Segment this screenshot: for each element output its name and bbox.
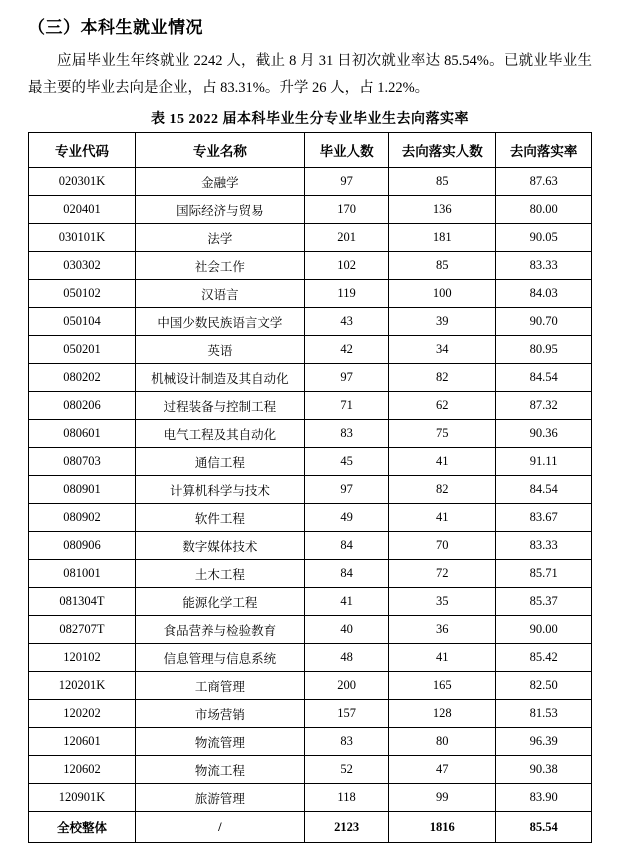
cell-graduates: 83 <box>304 420 388 448</box>
cell-major-name: 过程装备与控制工程 <box>135 392 304 420</box>
cell-major-code: 080906 <box>29 532 136 560</box>
cell-major-code: 050201 <box>29 336 136 364</box>
cell-graduates: 102 <box>304 252 388 280</box>
cell-major-code: 081001 <box>29 560 136 588</box>
cell-placed-count: 82 <box>389 364 496 392</box>
cell-placed-count: 72 <box>389 560 496 588</box>
cell-placement-rate: 80.95 <box>496 336 592 364</box>
cell-major-name: 通信工程 <box>135 448 304 476</box>
cell-major-name: 金融学 <box>135 168 304 196</box>
cell-graduates: 41 <box>304 588 388 616</box>
cell-major-code: 020301K <box>29 168 136 196</box>
cell-major-name: 物流工程 <box>135 756 304 784</box>
cell-graduates: 97 <box>304 364 388 392</box>
table-row <box>29 616 592 644</box>
cell-major-code: 030101K <box>29 224 136 252</box>
table-row <box>29 336 592 364</box>
cell-placed-count: 62 <box>389 392 496 420</box>
table-row <box>29 672 592 700</box>
table-row <box>29 364 592 392</box>
cell-placement-rate: 85.71 <box>496 560 592 588</box>
cell-placement-rate: 87.63 <box>496 168 592 196</box>
table-row <box>29 700 592 728</box>
cell-graduates: 170 <box>304 196 388 224</box>
table-caption: 表 15 2022 届本科毕业生分专业毕业生去向落实率 <box>151 112 469 128</box>
column-header-placement-rate: 去向落实率 <box>496 133 592 168</box>
cell-major-code: 080601 <box>29 420 136 448</box>
cell-major-name: 信息管理与信息系统 <box>135 644 304 672</box>
table-header <box>29 133 592 168</box>
cell-placement-rate: 83.67 <box>496 504 592 532</box>
cell-placement-rate: 84.54 <box>496 476 592 504</box>
cell-total-graduates: 2123 <box>304 812 388 843</box>
cell-placed-count: 100 <box>389 280 496 308</box>
table-row <box>29 728 592 756</box>
page-title: （三）本科生就业情况 <box>28 18 203 37</box>
cell-placed-count: 35 <box>389 588 496 616</box>
cell-placement-rate: 90.00 <box>496 616 592 644</box>
table-row <box>29 532 592 560</box>
cell-graduates: 118 <box>304 784 388 812</box>
cell-major-name: 法学 <box>135 224 304 252</box>
cell-major-name: 数字媒体技术 <box>135 532 304 560</box>
table-row <box>29 280 592 308</box>
cell-major-name: 能源化学工程 <box>135 588 304 616</box>
table-row <box>29 252 592 280</box>
cell-total-major-name: / <box>135 812 304 843</box>
cell-major-name: 国际经济与贸易 <box>135 196 304 224</box>
cell-graduates: 71 <box>304 392 388 420</box>
cell-placement-rate: 91.11 <box>496 448 592 476</box>
cell-graduates: 40 <box>304 616 388 644</box>
cell-total-placement-rate: 85.54 <box>496 812 592 843</box>
cell-graduates: 52 <box>304 756 388 784</box>
cell-graduates: 119 <box>304 280 388 308</box>
column-header-placed-count: 去向落实人数 <box>389 133 496 168</box>
cell-major-code: 120201K <box>29 672 136 700</box>
cell-total-label: 全校整体 <box>29 812 136 843</box>
cell-graduates: 84 <box>304 532 388 560</box>
table-row <box>29 756 592 784</box>
cell-major-name: 食品营养与检验教育 <box>135 616 304 644</box>
cell-major-code: 120102 <box>29 644 136 672</box>
cell-placed-count: 75 <box>389 420 496 448</box>
cell-placed-count: 41 <box>389 504 496 532</box>
cell-placement-rate: 84.03 <box>496 280 592 308</box>
cell-placement-rate: 96.39 <box>496 728 592 756</box>
cell-major-code: 120202 <box>29 700 136 728</box>
cell-placed-count: 128 <box>389 700 496 728</box>
table-body <box>29 168 592 843</box>
cell-placed-count: 47 <box>389 756 496 784</box>
cell-major-name: 汉语言 <box>135 280 304 308</box>
cell-placement-rate: 81.53 <box>496 700 592 728</box>
table-header-row <box>29 133 592 168</box>
cell-major-code: 080902 <box>29 504 136 532</box>
intro-paragraph: 应届毕业生年终就业 2242 人，截止 8 月 31 日初次就业率达 85.54%。已就业毕业生最主要的毕业去向是企业，占 83.31%。升学 26 人，占 1.22%。 <box>28 53 592 97</box>
cell-placement-rate: 87.32 <box>496 392 592 420</box>
cell-major-code: 120602 <box>29 756 136 784</box>
cell-major-name: 机械设计制造及其自动化 <box>135 364 304 392</box>
column-header-graduates: 毕业人数 <box>304 133 388 168</box>
cell-major-name: 市场营销 <box>135 700 304 728</box>
table-total-row <box>29 812 592 843</box>
cell-major-name: 社会工作 <box>135 252 304 280</box>
cell-graduates: 200 <box>304 672 388 700</box>
cell-graduates: 97 <box>304 168 388 196</box>
cell-placed-count: 41 <box>389 448 496 476</box>
table-row <box>29 420 592 448</box>
cell-graduates: 48 <box>304 644 388 672</box>
column-header-major-code: 专业代码 <box>29 133 136 168</box>
cell-major-name: 软件工程 <box>135 504 304 532</box>
cell-placement-rate: 85.37 <box>496 588 592 616</box>
cell-placement-rate: 90.05 <box>496 224 592 252</box>
cell-major-code: 080901 <box>29 476 136 504</box>
cell-graduates: 97 <box>304 476 388 504</box>
cell-placed-count: 70 <box>389 532 496 560</box>
table-row <box>29 560 592 588</box>
table-row <box>29 224 592 252</box>
cell-major-code: 120901K <box>29 784 136 812</box>
cell-graduates: 201 <box>304 224 388 252</box>
table-row <box>29 504 592 532</box>
cell-placed-count: 99 <box>389 784 496 812</box>
cell-placed-count: 34 <box>389 336 496 364</box>
cell-major-name: 土木工程 <box>135 560 304 588</box>
cell-major-name: 计算机科学与技术 <box>135 476 304 504</box>
cell-graduates: 83 <box>304 728 388 756</box>
cell-graduates: 84 <box>304 560 388 588</box>
cell-placed-count: 181 <box>389 224 496 252</box>
cell-placed-count: 41 <box>389 644 496 672</box>
cell-major-code: 050102 <box>29 280 136 308</box>
cell-total-placed-count: 1816 <box>389 812 496 843</box>
table-row <box>29 392 592 420</box>
cell-graduates: 157 <box>304 700 388 728</box>
cell-major-name: 物流管理 <box>135 728 304 756</box>
cell-placement-rate: 90.70 <box>496 308 592 336</box>
cell-major-name: 中国少数民族语言文学 <box>135 308 304 336</box>
cell-major-code: 080206 <box>29 392 136 420</box>
cell-major-name: 电气工程及其自动化 <box>135 420 304 448</box>
cell-graduates: 49 <box>304 504 388 532</box>
cell-placed-count: 85 <box>389 168 496 196</box>
cell-placement-rate: 83.33 <box>496 252 592 280</box>
cell-major-code: 050104 <box>29 308 136 336</box>
cell-placed-count: 82 <box>389 476 496 504</box>
table-row <box>29 308 592 336</box>
cell-major-name: 旅游管理 <box>135 784 304 812</box>
cell-placed-count: 39 <box>389 308 496 336</box>
cell-major-code: 081304T <box>29 588 136 616</box>
cell-placed-count: 80 <box>389 728 496 756</box>
cell-major-code: 082707T <box>29 616 136 644</box>
cell-placement-rate: 90.38 <box>496 756 592 784</box>
cell-placed-count: 136 <box>389 196 496 224</box>
cell-graduates: 43 <box>304 308 388 336</box>
cell-placement-rate: 85.42 <box>496 644 592 672</box>
table-row <box>29 784 592 812</box>
cell-placed-count: 36 <box>389 616 496 644</box>
column-header-major-name: 专业名称 <box>135 133 304 168</box>
table-row <box>29 196 592 224</box>
cell-major-code: 020401 <box>29 196 136 224</box>
cell-major-name: 英语 <box>135 336 304 364</box>
cell-placement-rate: 80.00 <box>496 196 592 224</box>
cell-major-name: 工商管理 <box>135 672 304 700</box>
cell-placement-rate: 83.90 <box>496 784 592 812</box>
cell-placed-count: 85 <box>389 252 496 280</box>
cell-major-code: 030302 <box>29 252 136 280</box>
cell-graduates: 45 <box>304 448 388 476</box>
table-row <box>29 476 592 504</box>
table-row <box>29 588 592 616</box>
cell-placement-rate: 82.50 <box>496 672 592 700</box>
cell-graduates: 42 <box>304 336 388 364</box>
table-row <box>29 448 592 476</box>
table-row <box>29 644 592 672</box>
table-row <box>29 168 592 196</box>
cell-placement-rate: 90.36 <box>496 420 592 448</box>
cell-major-code: 120601 <box>29 728 136 756</box>
cell-placement-rate: 83.33 <box>496 532 592 560</box>
cell-major-code: 080202 <box>29 364 136 392</box>
cell-placed-count: 165 <box>389 672 496 700</box>
cell-placement-rate: 84.54 <box>496 364 592 392</box>
employment-table <box>28 132 592 843</box>
cell-major-code: 080703 <box>29 448 136 476</box>
